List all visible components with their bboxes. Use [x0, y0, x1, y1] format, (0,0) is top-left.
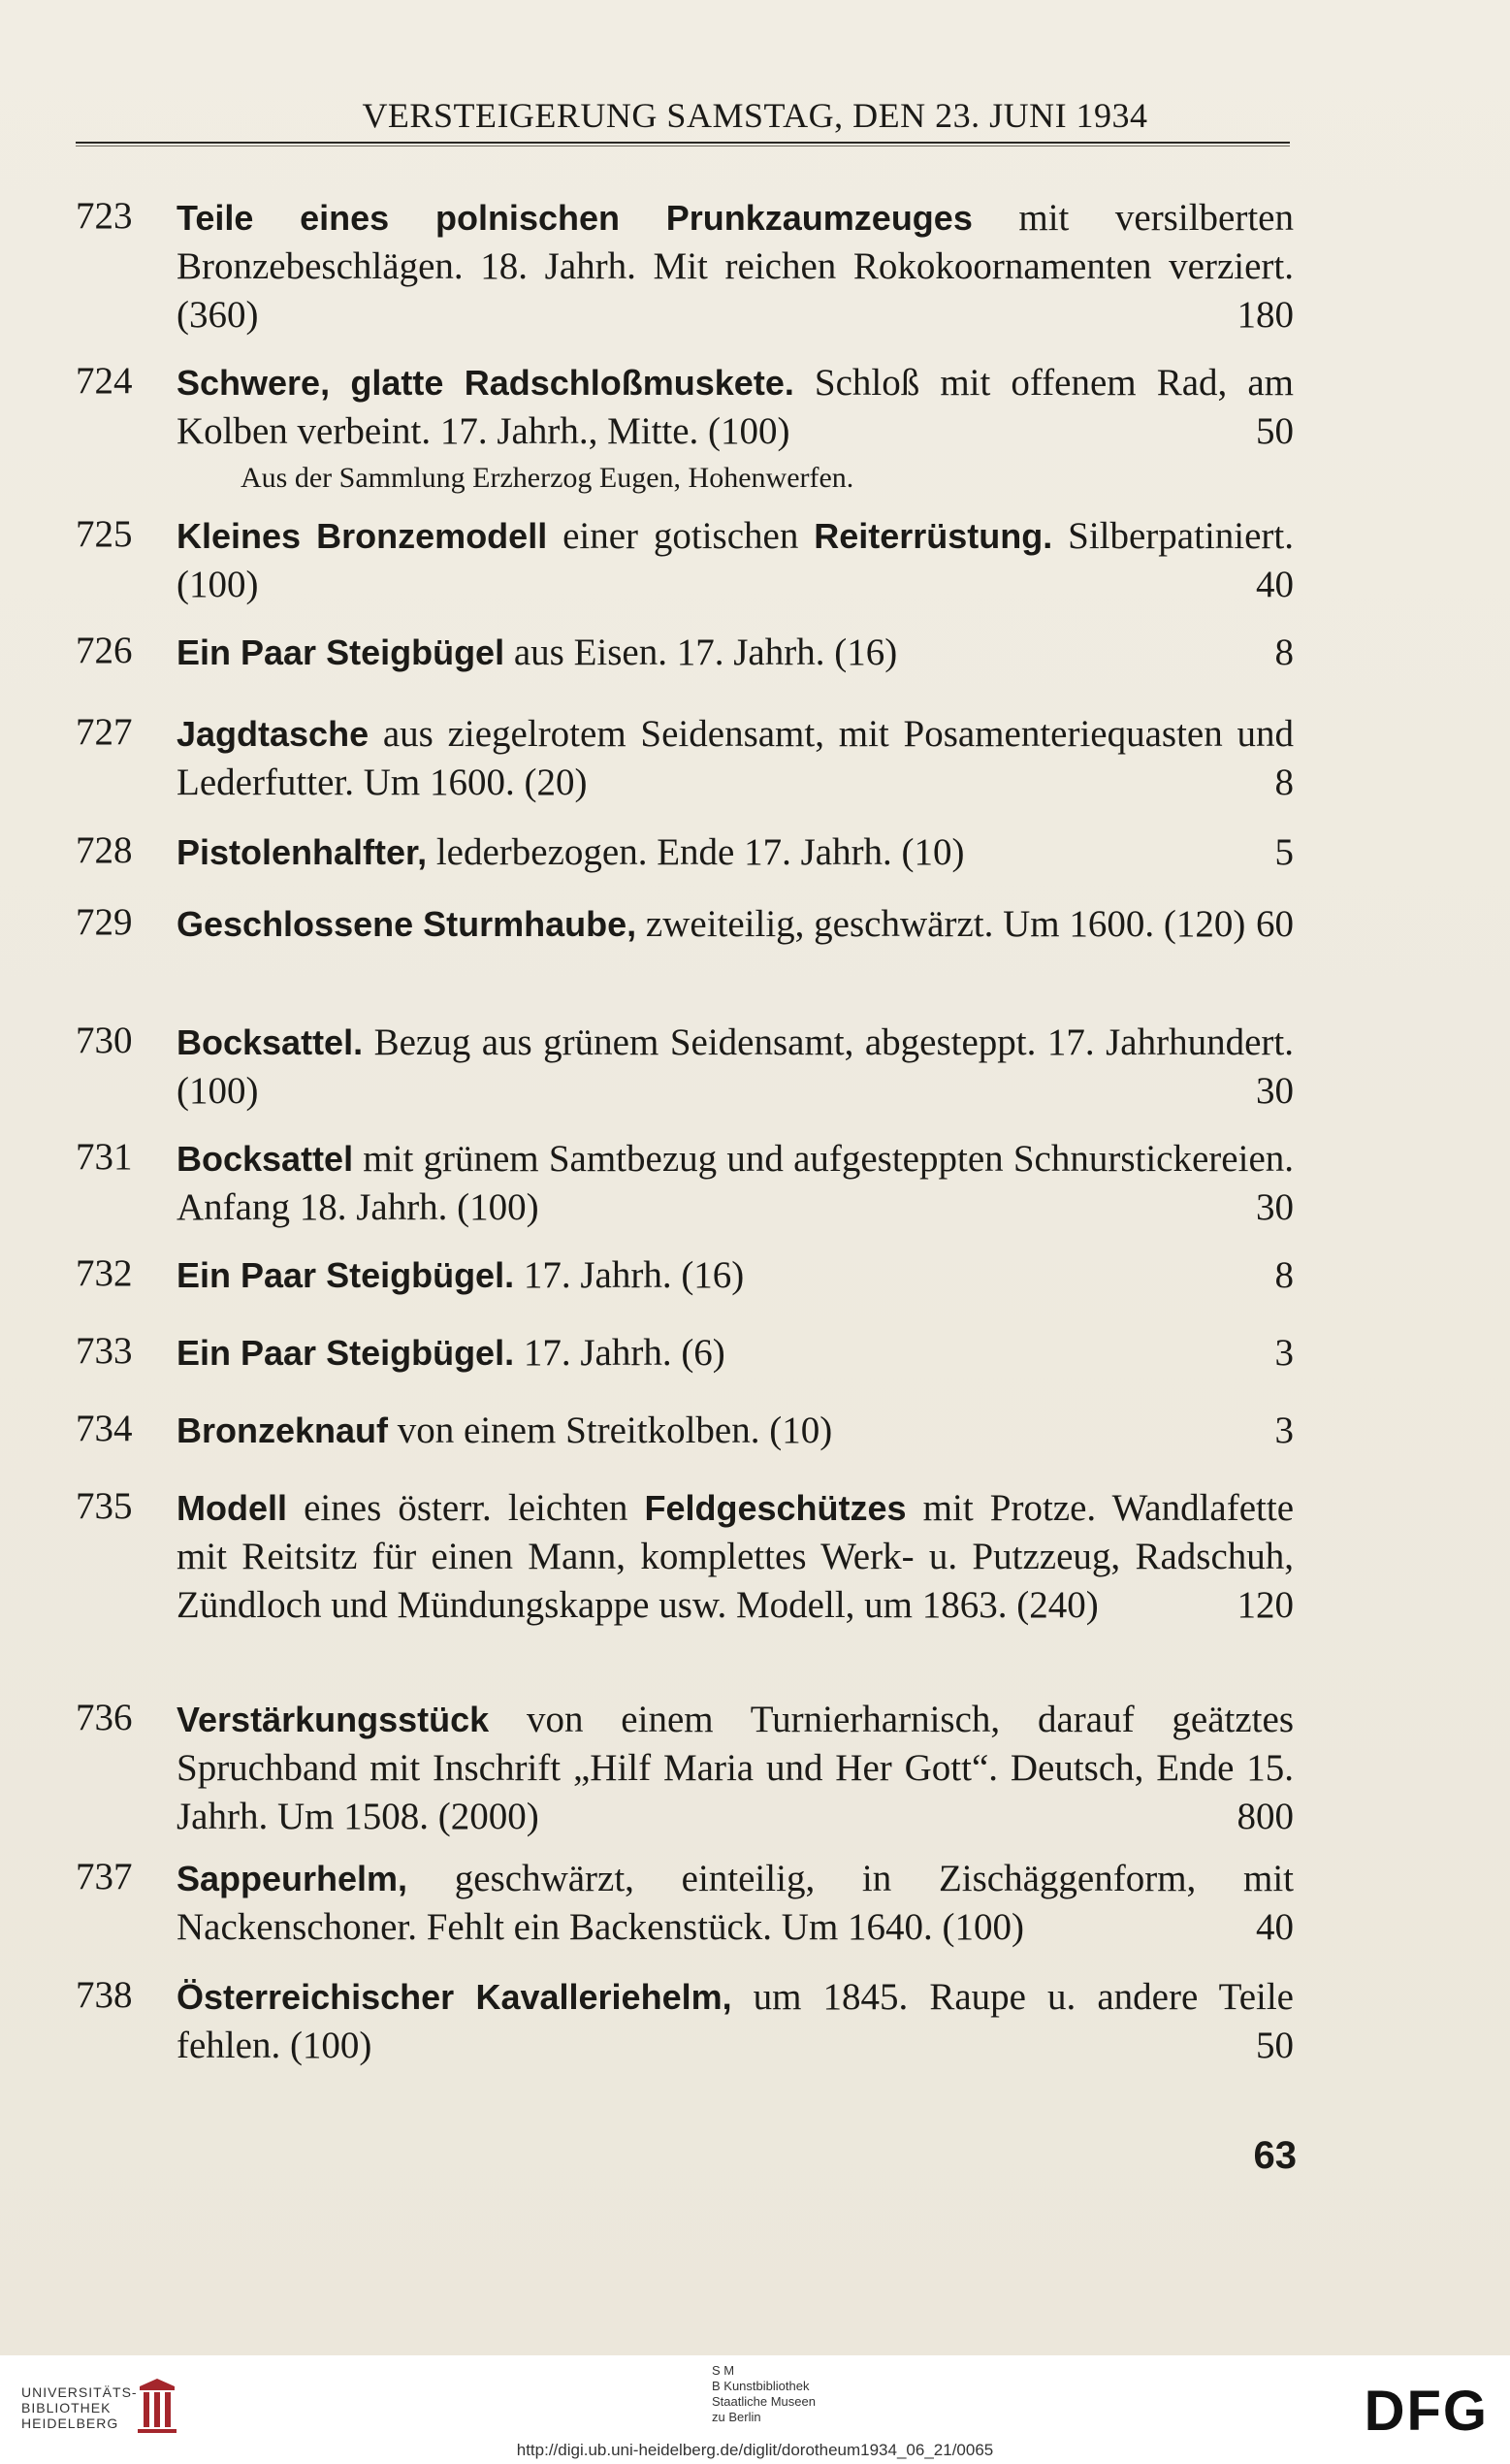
ub-line: BIBLIOTHEK [21, 2400, 112, 2415]
lot-number: 724 [76, 360, 133, 402]
lot-number: 736 [76, 1697, 133, 1738]
lot-text: von einem Turnierharnisch, darauf geätztes Spruchband mit Inschrift „Hilf Maria und Her Gott“. Deutsch, Ende 15. Jahrh. Um 1508. (2000) [177, 1699, 1294, 1837]
smb-kunstbibliothek-label [712, 2363, 816, 2425]
ub-heidelberg-logo-icon [136, 2377, 178, 2435]
smk-line: S M [712, 2363, 735, 2378]
lot-text: Bezug aus grünem Seidensamt, abgesteppt. 17. Jahrhundert. (100) [177, 1021, 1294, 1112]
lot-description [177, 1696, 1294, 1841]
lot-text: mit versilberten Bronzebeschlägen. 18. Jahrh. Mit reichen Rokokoornamenten verziert. (360) [177, 197, 1294, 336]
lot-text: geschwärzt, einteilig, in Zischäggenform, mit Nackenschoner. Fehlt ein Backenstück. Um 1640. (100) [177, 1858, 1294, 1948]
smk-line: zu Berlin [712, 2410, 761, 2424]
lot-text: zweiteilig, geschwärzt. Um 1600. (120) [636, 903, 1246, 945]
lot-price: 3 [1274, 1332, 1294, 1374]
university-library-label [21, 2384, 138, 2431]
smk-line: Staatliche Museen [712, 2394, 816, 2409]
lot-text: aus Eisen. 17. Jahrh. (16) [504, 632, 898, 673]
lot-price: 50 [1256, 2025, 1294, 2066]
lot-title-secondary: Feldgeschützes [644, 1488, 907, 1528]
lot-description [177, 900, 1294, 949]
lot-description [177, 1251, 1294, 1300]
lot-description [177, 1019, 1294, 1116]
lot-description [177, 1135, 1294, 1232]
lot-description [177, 359, 1294, 456]
lot-description [177, 1329, 1294, 1378]
lot-title: Österreichischer Kavalleriehelm, [177, 1977, 732, 2017]
lot-price: 800 [1237, 1796, 1294, 1837]
lot-price: 30 [1256, 1070, 1294, 1112]
lot-price: 8 [1274, 1254, 1294, 1296]
lot-price: 60 [1256, 903, 1294, 945]
lot-text: lederbezogen. Ende 17. Jahrh. (10) [427, 831, 965, 873]
lot-text: 17. Jahrh. (16) [514, 1254, 745, 1296]
lot-description [177, 828, 1294, 877]
lot-price: 40 [1256, 564, 1294, 605]
lot-description [177, 629, 1294, 677]
lot-number: 737 [76, 1856, 133, 1897]
lot-text: 17. Jahrh. (6) [514, 1332, 725, 1374]
lot-text: um 1845. Raupe u. andere Teile fehlen. (100) [177, 1976, 1294, 2066]
lot-number: 733 [76, 1330, 133, 1372]
lot-text: eines österr. leichten [287, 1487, 645, 1529]
ub-line: HEIDELBERG [21, 2415, 119, 2431]
lot-price: 5 [1274, 831, 1294, 873]
lot-description [177, 1407, 1294, 1455]
lot-text-secondary: mit Protze. Wandlafette mit Reitsitz für einen Mann, komplettes Werk- u. Putzzeug, Radschuh, Zündloch und Mündungskappe usw. Modell, um 1863. (240) [177, 1487, 1294, 1626]
lot-price: 50 [1256, 410, 1294, 452]
lot-title: Pistolenhalfter, [177, 832, 428, 872]
dfg-logo: DFG [1364, 2380, 1489, 2443]
page-number: 63 [1253, 2134, 1297, 2177]
source-url-link[interactable]: http://digi.ub.uni-heidelberg.de/diglit/dorotheum1934_06_21/0065 [516, 2441, 994, 2459]
lot-title: Bronzeknauf [177, 1410, 389, 1450]
header-rule [76, 142, 1290, 144]
lot-title: Geschlossene Sturmhaube, [177, 904, 637, 944]
lot-number: 723 [76, 195, 133, 237]
provenance-note: Aus der Sammlung Erzherzog Eugen, Hohenwerfen. [241, 462, 854, 494]
lot-number: 734 [76, 1408, 133, 1449]
lot-number: 725 [76, 513, 133, 555]
lot-description [177, 512, 1294, 609]
lot-description [177, 1484, 1294, 1630]
lot-text: einer gotischen [547, 515, 815, 557]
lot-number: 735 [76, 1485, 133, 1527]
lot-title: Bocksattel [177, 1139, 354, 1179]
lot-price: 180 [1237, 294, 1294, 336]
lot-text: mit grünem Samtbezug und aufgesteppten Schnurstickereien. Anfang 18. Jahrh. (100) [177, 1138, 1294, 1228]
lot-price: 120 [1237, 1584, 1294, 1626]
lot-price: 8 [1274, 762, 1294, 803]
lot-description [177, 194, 1294, 340]
lot-title: Teile eines polnischen Prunkzaumzeuges [177, 198, 973, 238]
lot-text: von einem Streitkolben. (10) [388, 1410, 833, 1451]
ub-line: UNIVERSITÄTS- [21, 2384, 138, 2400]
lot-title: Verstärkungsstück [177, 1700, 490, 1739]
lot-number: 732 [76, 1252, 133, 1294]
lot-price: 3 [1274, 1410, 1294, 1451]
lot-text: Schloß mit offenem Rad, am Kolben verbeint. 17. Jahrh., Mitte. (100) [177, 362, 1294, 452]
page-header: VERSTEIGERUNG SAMSTAG, DEN 23. JUNI 1934 [362, 96, 1148, 135]
lot-title: Bocksattel. [177, 1022, 364, 1062]
lot-number: 728 [76, 829, 133, 871]
lot-title: Ein Paar Steigbügel. [177, 1333, 515, 1373]
lot-number: 738 [76, 1974, 133, 2016]
lot-price: 8 [1274, 632, 1294, 673]
smk-line: B Kunstbibliothek [712, 2379, 810, 2393]
lot-title: Ein Paar Steigbügel [177, 632, 505, 672]
lot-price: 30 [1256, 1186, 1294, 1228]
lot-title: Ein Paar Steigbügel. [177, 1255, 515, 1295]
lot-title-secondary: Reiterrüstung. [814, 516, 1053, 556]
lot-number: 727 [76, 711, 133, 753]
lot-title: Jagdtasche [177, 714, 369, 754]
lot-description [177, 1973, 1294, 2070]
lot-number: 729 [76, 901, 133, 943]
lot-title: Schwere, glatte Radschloßmuskete. [177, 363, 794, 403]
lot-description [177, 710, 1294, 807]
lot-text-secondary: Silberpatiniert. (100) [177, 515, 1294, 605]
lot-title: Kleines Bronzemodell [177, 516, 548, 556]
lot-title: Sappeurhelm, [177, 1859, 408, 1898]
lot-number: 731 [76, 1136, 133, 1178]
lot-price: 40 [1256, 1906, 1294, 1948]
lot-number: 726 [76, 630, 133, 671]
lot-description [177, 1855, 1294, 1952]
lot-number: 730 [76, 1020, 133, 1061]
lot-text: aus ziegelrotem Seidensamt, mit Posamenteriequasten und Lederfutter. Um 1600. (20) [177, 713, 1294, 803]
lot-title: Modell [177, 1488, 287, 1528]
